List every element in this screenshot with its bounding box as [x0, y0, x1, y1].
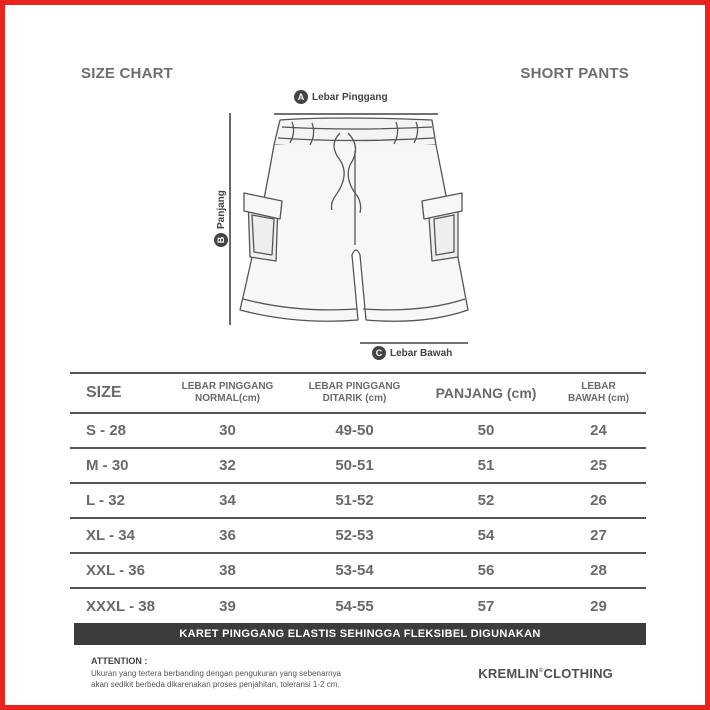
brand-logo	[478, 666, 613, 681]
size-table	[70, 372, 646, 623]
brand-mark: ©	[538, 668, 544, 674]
label-hem-width	[372, 346, 452, 360]
cell-waist-normal: 38	[167, 553, 288, 588]
cell-hem: 29	[590, 597, 607, 615]
cell-waist-stretched: 53-54	[288, 553, 421, 588]
label-b-text: Panjang	[216, 190, 227, 229]
label-length	[214, 190, 228, 247]
table-row	[70, 483, 646, 518]
header-length: PANJANG (cm)	[421, 373, 551, 413]
cell-size: XL - 34	[70, 518, 167, 553]
table-header-row	[70, 373, 646, 413]
cell-waist-normal: 39	[219, 597, 236, 615]
header-waist-normal: LEBAR PINGGANG NORMAL(cm)	[167, 373, 288, 413]
cell-length: 51	[421, 448, 551, 483]
attention-line-2: akan sedikit berbeda dikarenakan proses penjahitan, toleransi 1-2 cm.	[91, 680, 340, 689]
cell-size: XXL - 36	[70, 553, 167, 588]
cell-length: 50	[421, 413, 551, 448]
shorts-illustration	[240, 118, 468, 321]
cell-length: 54	[421, 518, 551, 553]
cell-waist-normal: 30	[167, 413, 288, 448]
cell-waist-stretched: 52-53	[288, 518, 421, 553]
cell-waist-stretched: 51-52	[288, 483, 421, 518]
badge-b-letter: B	[216, 236, 226, 244]
product-type-title: SHORT PANTS	[520, 65, 629, 82]
cell-hem: 26	[551, 483, 646, 518]
label-a-text: Lebar Pinggang	[312, 92, 388, 103]
attention-body	[91, 668, 421, 690]
header-hem: LEBAR BAWAH (cm)	[551, 373, 646, 413]
table-row	[70, 588, 646, 623]
cell-size: XXXL - 38	[86, 597, 155, 615]
cell-size: S - 28	[70, 413, 167, 448]
cell-waist-stretched: 49-50	[288, 413, 421, 448]
badge-c-letter: C	[375, 348, 383, 358]
cell-length: 56	[421, 553, 551, 588]
cell-length: 52	[421, 483, 551, 518]
table-row	[70, 413, 646, 448]
label-c-text: Lebar Bawah	[390, 348, 453, 359]
size-chart-title: SIZE CHART	[81, 65, 173, 82]
cell-length: 57	[477, 597, 495, 615]
cell-waist-normal: 34	[167, 483, 288, 518]
table-row	[70, 448, 646, 483]
cell-size: L - 32	[70, 483, 167, 518]
table-row	[70, 553, 646, 588]
brand-name-left: KREMLIN	[478, 666, 539, 681]
cell-hem: 25	[551, 448, 646, 483]
table-row	[70, 518, 646, 553]
brand-name-right: CLOTHING	[543, 666, 613, 681]
badge-a-letter: A	[297, 92, 305, 102]
cell-hem: 24	[551, 413, 646, 448]
cell-waist-normal: 36	[167, 518, 288, 553]
shorts-diagram	[200, 85, 480, 367]
elastic-waist-banner: KARET PINGGANG ELASTIS SEHINGGA FLEKSIBEL DIGUNAKAN	[74, 623, 646, 645]
cell-waist-normal: 32	[167, 448, 288, 483]
cell-waist-stretched: 54-55	[335, 597, 374, 615]
cell-hem: 28	[551, 553, 646, 588]
attention-line-1: Ukuran yang tertera berbanding dengan pengukuran yang sebenarnya	[91, 669, 341, 678]
header-waist-stretched: LEBAR PINGGANG DITARIK (cm)	[288, 373, 421, 413]
attention-title: ATTENTION :	[91, 656, 148, 666]
label-waist-width	[294, 90, 388, 104]
header-size: SIZE	[70, 373, 167, 413]
cell-waist-stretched: 50-51	[288, 448, 421, 483]
cell-hem: 27	[551, 518, 646, 553]
cell-size: M - 30	[70, 448, 167, 483]
